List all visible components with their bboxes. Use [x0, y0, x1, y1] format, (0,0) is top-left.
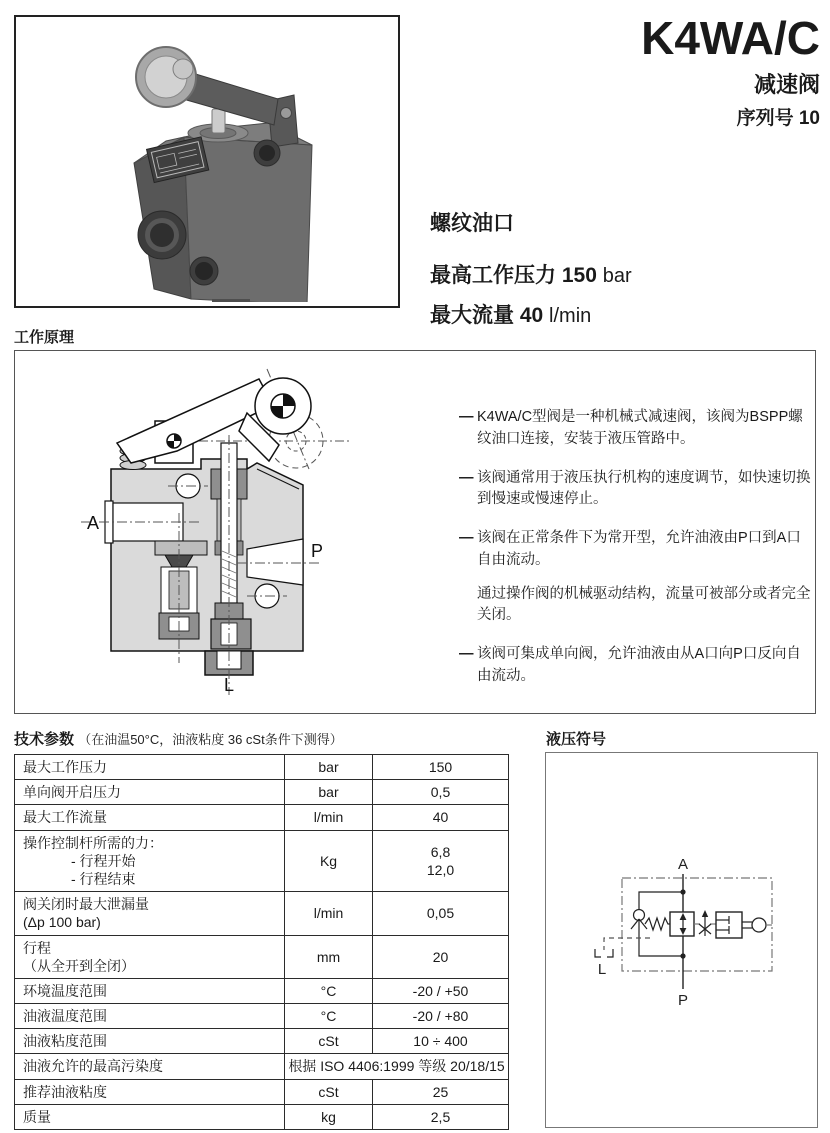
param-name-cell [15, 805, 285, 830]
param-name-line: 最大工作压力 [23, 759, 107, 775]
bullet-extra-text: 通过操作阀的机械驱动结构，流量可被部分或者完全关闭。 [477, 585, 811, 624]
max-pressure-label: 最高工作压力 [430, 264, 556, 287]
param-value-cell [373, 830, 509, 892]
bullet-text: 该阀在正常条件下为常开型，允许油液由P口到A口自由流动。 [477, 530, 801, 568]
param-value-line: 10 ÷ 400 [413, 1033, 468, 1050]
param-value-line: -20 / +80 [412, 1008, 469, 1025]
bullet-item [459, 644, 811, 688]
param-name-cell [15, 892, 285, 935]
param-unit-cell: °C [285, 978, 373, 1003]
param-unit-cell: kg [285, 1104, 373, 1129]
product-photo-frame [14, 15, 400, 308]
table-row [15, 892, 509, 935]
table-row [15, 805, 509, 830]
table-row [15, 1004, 509, 1029]
param-value-cell [373, 1104, 509, 1129]
ports-type: 螺纹油口 [430, 212, 514, 235]
valve-type-subtitle: 减速阀 [753, 72, 820, 98]
table-row [15, 755, 509, 780]
bullet-dash: — [459, 469, 474, 486]
section-port-label-a: A [86, 513, 100, 533]
table-row [15, 780, 509, 805]
symbol-port-label-a: A [677, 856, 689, 873]
param-name-cell [15, 1054, 285, 1079]
param-name-line: 阀关闭时最大泄漏量 [23, 896, 149, 913]
param-name-line: 质量 [23, 1108, 51, 1125]
param-name-line: 环境温度范围 [23, 982, 107, 999]
param-value-line: 150 [428, 759, 453, 775]
param-name-line: 操作控制杆所需的力： [23, 834, 163, 851]
max-pressure-unit: bar [602, 265, 632, 287]
param-value-cell [373, 1079, 509, 1104]
table-row [15, 1079, 509, 1104]
working-principle-box [14, 350, 816, 714]
bullet-dash: — [459, 409, 474, 425]
param-value-cell [373, 935, 509, 978]
param-name-line: 油液粘度范围 [23, 1033, 107, 1050]
table-row [15, 830, 509, 892]
param-unit-cell: l/min [285, 892, 373, 935]
param-name-cell [15, 935, 285, 978]
tech-params-heading [14, 728, 343, 749]
working-principle-heading: 工作原理 [14, 329, 75, 346]
param-name-cell [15, 1029, 285, 1054]
param-name-line: 单向阀开启压力 [23, 784, 121, 801]
param-name-line: (Δp 100 bar) [23, 914, 101, 931]
param-value-line: 25 [432, 1083, 449, 1100]
param-value-cell [373, 805, 509, 830]
param-unit-cell: Kg [285, 830, 373, 892]
bullet-text: 该阀通常用于液压执行机构的速度调节，如快速切换到慢速或慢速停止。 [477, 469, 811, 508]
param-name-line: 油液允许的最高污染度 [23, 1058, 163, 1075]
param-unit-cell: bar [285, 755, 373, 780]
product-photo [16, 17, 394, 302]
param-name-line: 行程 [23, 939, 51, 956]
table-row [15, 1029, 509, 1054]
bullet-text: 该阀可集成单向阀，允许油液由从A口向P口反向自由流动。 [477, 646, 801, 684]
bullet-dash: — [459, 530, 474, 546]
param-value-line: 12,0 [426, 861, 455, 878]
param-name-cell [15, 1104, 285, 1129]
series-number: 序列号 10 [736, 108, 820, 130]
table-row [15, 1104, 509, 1129]
param-value-line: -20 / +50 [412, 982, 469, 999]
param-name-cell [15, 978, 285, 1003]
param-unit-cell: cSt [285, 1079, 373, 1104]
param-name-line: （从全开到全闭） [23, 957, 135, 974]
table-row [15, 1054, 509, 1079]
param-value-cell [373, 780, 509, 805]
param-value-cell [373, 1004, 509, 1029]
param-unit-cell: bar [285, 780, 373, 805]
param-value-cell [373, 978, 509, 1003]
max-pressure-value: 150 [561, 264, 597, 287]
param-name-line: 推荐油液粘度 [23, 1083, 107, 1100]
param-name-cell [15, 1004, 285, 1029]
max-pressure-line [430, 261, 632, 291]
param-name-line: - 行程结束 [71, 870, 136, 887]
max-flow-line [430, 301, 632, 331]
param-name-cell [15, 780, 285, 805]
bullet-item [459, 468, 811, 512]
max-flow-value: 40 [519, 304, 544, 328]
tech-params-title: 技术参数 [14, 731, 75, 748]
param-value-line: 6,8 [430, 843, 451, 860]
valve-cross-section-diagram [15, 351, 455, 711]
hydraulic-symbol-diagram [546, 753, 815, 1125]
param-unit-cell: mm [285, 935, 373, 978]
title-block [641, 14, 820, 130]
param-name-cell [15, 1079, 285, 1104]
bullet-text: K4WA/C型阀是一种机械式减速阀，该阀为BSPP螺纹油口连接，安装于液压管路中。 [477, 409, 803, 447]
hydraulic-symbol-box [545, 752, 818, 1128]
param-merged-cell: 根据 ISO 4406:1999 等级 20/18/15 [285, 1054, 509, 1079]
param-value-line: 0,05 [426, 905, 455, 922]
bullet-item [459, 407, 811, 451]
param-unit-cell: °C [285, 1004, 373, 1029]
param-unit-cell: cSt [285, 1029, 373, 1054]
param-value-cell [373, 892, 509, 935]
param-value-line: 0,5 [430, 784, 451, 801]
param-value-cell [373, 1029, 509, 1054]
max-flow-label: 最大流量 [430, 304, 514, 328]
param-value-line: 20 [432, 948, 449, 965]
param-value-line: 40 [432, 809, 449, 826]
param-name-line: 最大工作流量 [23, 809, 107, 826]
table-row [15, 935, 509, 978]
symbol-port-label-l: L [597, 961, 607, 978]
bullet-item [459, 528, 811, 572]
param-value-cell [373, 755, 509, 780]
summary-block [430, 207, 632, 332]
param-name-cell [15, 755, 285, 780]
section-port-label-l: L [223, 675, 235, 695]
param-value-line: 2,5 [430, 1108, 451, 1125]
max-flow-unit: l/min [549, 305, 592, 328]
tech-params-note: （在油温50°C，油液粘度 36 cSt条件下测得） [78, 732, 343, 747]
param-name-line: 油液温度范围 [23, 1008, 107, 1025]
table-row [15, 978, 509, 1003]
page-title: K4WA/C [641, 12, 820, 64]
param-unit-cell: l/min [285, 805, 373, 830]
symbol-port-label-p: P [677, 992, 689, 1009]
bullet-dash: — [459, 646, 474, 662]
working-principle-bullets [459, 407, 811, 705]
tech-params-table [14, 754, 509, 1130]
section-port-label-p: P [310, 541, 324, 561]
param-name-cell [15, 830, 285, 892]
param-name-line: - 行程开始 [71, 852, 136, 869]
hydraulic-symbol-heading: 液压符号 [546, 731, 607, 748]
